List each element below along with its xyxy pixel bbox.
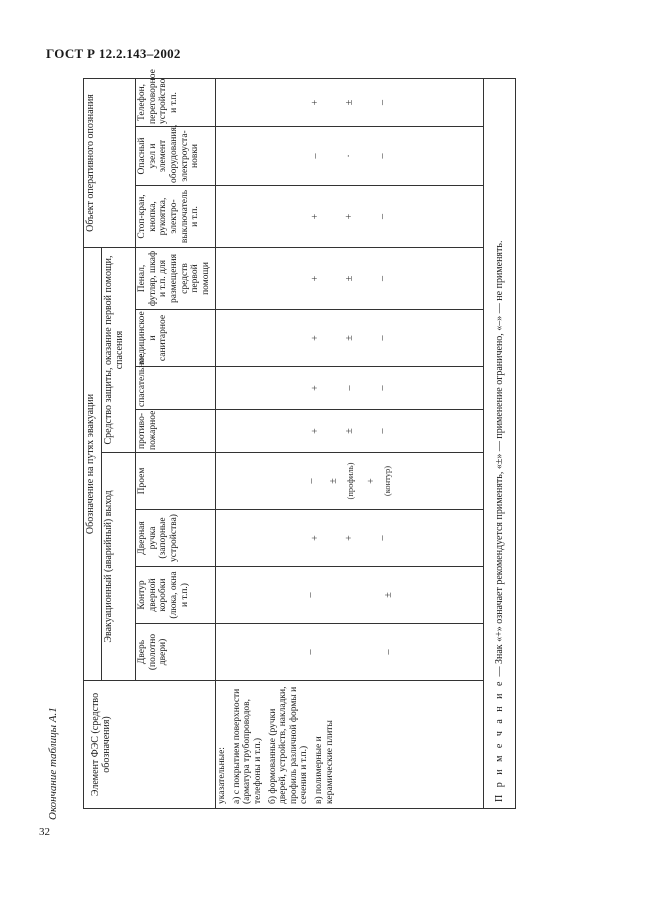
cell-col-hazard-node bbox=[216, 126, 484, 185]
cell-b: – bbox=[343, 385, 355, 391]
group-header-operative: Объект оперативного опознания bbox=[84, 78, 136, 247]
table-note bbox=[484, 78, 516, 808]
cell-a: + bbox=[310, 213, 322, 220]
cell-col-opening bbox=[216, 453, 484, 510]
fes-application-table bbox=[83, 69, 516, 809]
note-label: П р и м е ч а н и е bbox=[493, 679, 505, 802]
cell-c: – bbox=[377, 428, 389, 434]
cell-c: – bbox=[377, 153, 389, 159]
note-text: — Знак «+» означает рекомендуется применять, «±» — применение ограничено, «–» — не применять. bbox=[493, 240, 505, 680]
cell-col-stop-valve bbox=[216, 185, 484, 247]
cell-b-note: (профиль) bbox=[344, 462, 355, 500]
cell-a: + bbox=[310, 99, 322, 106]
cell-c: – bbox=[377, 335, 389, 341]
cell-c: – bbox=[377, 213, 389, 219]
cell-c: – bbox=[377, 99, 389, 105]
cell-a: + bbox=[310, 428, 322, 434]
document-header: ГОСТ Р 12.2.143–2002 bbox=[46, 46, 181, 61]
cell-a: – bbox=[304, 592, 316, 598]
cell-b: ± bbox=[343, 99, 355, 106]
cell-col-door bbox=[216, 624, 484, 681]
cell-c: – bbox=[377, 276, 389, 281]
cell-a: – bbox=[310, 153, 322, 159]
col-header-hazard-node: Опасный узел и элемент оборудования, электроуста-новки bbox=[136, 126, 216, 185]
table-continuation-caption: Окончание таблицы А.1 bbox=[47, 707, 59, 820]
cell-c: – bbox=[377, 385, 389, 391]
col-header-door-frame: Контур дверной коробки (люка, окна и т.п.) bbox=[136, 567, 216, 624]
cell-b: ± bbox=[343, 335, 355, 341]
rotated-table-frame bbox=[83, 69, 515, 809]
row-label-c: в) полимерные и керамические плиты bbox=[314, 720, 335, 804]
col-header-telephone: Телефон, переговорное устройство и т.п. bbox=[136, 78, 216, 126]
cell-a: – bbox=[306, 478, 318, 484]
cell-c: ± bbox=[383, 592, 395, 598]
col-header-rescue: спасательное bbox=[136, 367, 216, 410]
element-column-header: Элемент ФЭС (средство обозначения) bbox=[84, 681, 216, 809]
cell-col-door-frame bbox=[216, 567, 484, 624]
cell-a: + bbox=[310, 385, 322, 391]
col-header-stop-valve: Стоп-кран, кнопка, рукоятка, электро-выключатель и т.п. bbox=[136, 185, 216, 247]
col-header-door-handle: Дверная ручка (запорные устройства) bbox=[136, 510, 216, 567]
row-label-a: а) с покрытием поверхности (арматура трубопроводов, телефоны и т.п.) bbox=[231, 688, 263, 804]
cell-b: ± bbox=[328, 478, 340, 484]
col-header-door: Дверь (полотно двери) bbox=[136, 624, 216, 681]
cell-b: · bbox=[343, 154, 355, 158]
cell-a: + bbox=[310, 335, 322, 341]
cell-col-rescue bbox=[216, 367, 484, 410]
cell-a: – bbox=[304, 649, 316, 655]
cell-b: + bbox=[343, 213, 355, 220]
cell-a: + bbox=[310, 535, 322, 541]
group-header-evac: Эвакуационный (аварийный) выход bbox=[102, 453, 136, 681]
cell-c: – bbox=[377, 535, 389, 541]
col-header-fire: противо-пожарное bbox=[136, 410, 216, 453]
cell-b: ± bbox=[343, 275, 355, 282]
cell-c: – bbox=[383, 649, 395, 655]
cell-col-door-handle bbox=[216, 510, 484, 567]
row-label-b: б) формованные (ручки дверей, устройств, накладки, профиль различной формы и сечения и т.п.) bbox=[267, 686, 310, 804]
cell-col-medical bbox=[216, 310, 484, 367]
cell-c-note: (контур) bbox=[382, 465, 393, 497]
row-labels bbox=[216, 681, 484, 809]
group-header-protect: Средство защиты, оказание первой помощи, спасения bbox=[102, 247, 136, 452]
cell-b: ± bbox=[343, 428, 355, 434]
cell-a: + bbox=[310, 275, 322, 282]
cell-col-telephone bbox=[216, 78, 484, 126]
cell-col-fire bbox=[216, 410, 484, 453]
rows-intro: указательные: bbox=[217, 747, 227, 804]
col-header-opening: Проем bbox=[136, 453, 216, 510]
cell-col-cabinet bbox=[216, 247, 484, 309]
col-header-medical: медицинское и санитарное bbox=[136, 310, 216, 367]
cell-c: + bbox=[366, 478, 378, 484]
page-number: 32 bbox=[39, 826, 50, 838]
cell-b: + bbox=[343, 535, 355, 541]
group-header-paths: Обозначение на путях эвакуации bbox=[84, 247, 102, 680]
col-header-cabinet: Пенал, футляр, шкаф и т.п. для размещения средств первой помощи bbox=[136, 247, 216, 309]
